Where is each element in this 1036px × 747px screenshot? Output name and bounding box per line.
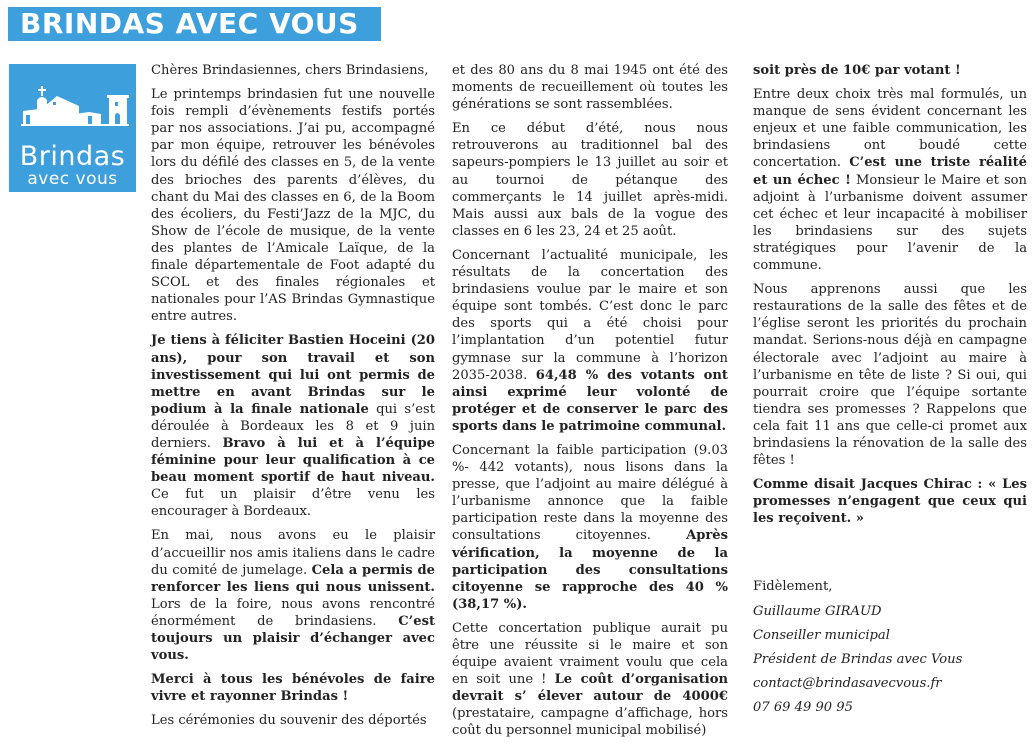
bold-text: Cela a permis de renforcer les liens qui nous unissent. (151, 562, 435, 595)
signature-phone[interactable]: 07 69 49 90 95 (753, 699, 853, 715)
text: Monsieur le Maire et son adjoint à l’urbanisme doivent assumer cet échec et leur incapacité à mobiliser les brindasiens sur des sujets stratégiques pour l’avenir de la commune. (753, 172, 1027, 274)
signature-email[interactable]: contact@brindasavecvous.fr (753, 675, 942, 691)
bold-text: soit près de 10€ par votant ! (753, 63, 961, 78)
bold-text: Le coût d’organisation devrait s’ élever autour de 4000€ (452, 672, 728, 705)
paragraph (151, 332, 435, 520)
greeting: Chères Brindasiennes, chers Brindasiens, (151, 63, 429, 78)
bold-text: Bravo à lui et à l’équipe féminine pour leur qualification à ce beau moment sportif de haut niveau. (151, 435, 435, 486)
signature-name: Guillaume GIRAUD (753, 603, 882, 619)
paragraph (753, 86, 1027, 274)
logo-wordmark-avec-vous: avec vous (27, 169, 118, 189)
paragraph (753, 62, 1027, 79)
bold-text: C’est une triste réalité et un échec ! (753, 155, 1027, 188)
text: qui s’est déroulée à Bordeaux les 8 et 9 juin derniers. (151, 401, 435, 451)
text: Concernant l’actualité municipale, les résultats de la concertation des brindasiens voulue par le maire et son équipe sont tombés. C’est donc le parc des sports qui a été choisi pour l’implantation d’un potentiel futur gymnase sur la commune à l’horizon 2035-2038. (452, 247, 728, 383)
signature-block (753, 603, 1027, 716)
bold-text: Merci à tous les bénévoles de faire vivre et rayonner Brindas ! (151, 672, 435, 705)
text: Lors de la foire, nous avons rencontré énormément de brindasiens. (151, 596, 435, 629)
article-column-3 (753, 62, 1027, 723)
signature-title: Président de Brindas avec Vous (753, 651, 963, 667)
paragraph (452, 442, 728, 613)
bold-text: C’est toujours un plaisir d’échanger avec vous. (151, 613, 435, 664)
text: Ce fut un plaisir d’être venu les encourager à Bordeaux. (151, 487, 435, 520)
bold-text: 64,48 % des votants ont ainsi exprimé leur volonté de protéger et de conserver le parc des sports dans le patrimoine communal. (452, 367, 728, 434)
section-title: BRINDAS AVEC VOUS (20, 7, 359, 40)
bold-text: Après vérification, la moyenne de la participation des consultations citoyenne se rapproche des 40 % (38,17 %). (452, 528, 728, 612)
logo-wordmark-brindas: Brindas (19, 141, 126, 172)
brindas-avec-vous-logo (9, 64, 136, 192)
paragraph (151, 527, 435, 664)
text: Entre deux choix très mal formulés, un manque de sens évident concernant les enjeux et une faible communication, les brindasiens ont boudé cette concertation. (753, 87, 1027, 171)
text: En mai, nous avons eu le plaisir d’accueillir nos amis italiens dans le cadre du comité de jumelage. (151, 528, 435, 578)
paragraph (151, 671, 435, 705)
paragraph: et des 80 ans du 8 mai 1945 ont été des moments de recueillement où toutes les générations se sont rassemblées. (452, 63, 728, 113)
text: Cette concertation publique aurait pu être une réussite si le maire et son équipe avaient vraiment voulu que cela en soit une ! (452, 620, 728, 688)
text: Concernant la faible participation (9.03 %- 442 votants), nous lisons dans la presse, que l’adjoint au maire délégué à l’urbanisme annonce que la faible participation reste dans la moyenne des consultations citoyennes. (452, 442, 728, 544)
village-church-tower-icon (9, 64, 136, 144)
closing: Fidèlement, (753, 579, 833, 595)
paragraph (753, 476, 1027, 527)
paragraph: Les cérémonies du souvenir des déportés (151, 713, 427, 729)
article-column-2 (452, 62, 728, 747)
bold-text: Je tiens à féliciter Bastien Hoceini (20 ans), pour son travail et son investissement qui lui ont permis de mettre en avant Brindas sur le podium à la finale nationale (151, 333, 435, 417)
section-banner (8, 7, 381, 41)
article-column-1 (151, 62, 435, 736)
text: (prestataire, campagne d’affichage, hors coût du personnel municipal mobilisé) (452, 706, 728, 739)
paragraph: Nous apprenons aussi que les restaurations de la salle des fêtes et de l’église seront les priorités du prochain mandat. Serions-nous déjà en campagne électorale avec l’adjoint au maire à l’urbanisme en tête de liste ? Si oui, qui pourrait croire que l’équipe sortante tiendra ses promesses ? Rappelons que cela fait 11 ans que celle-ci promet aux brindasiens la rénovation de la salle des fêtes ! (753, 282, 1027, 469)
spacer (753, 534, 1027, 578)
paragraph: En ce début d’été, nous nous retrouverons au traditionnel bal des sapeurs-pompiers le 13 juillet au soir et au tournoi de pétanque des commerçants le 14 juillet après-midi. Mais aussi aux bals de la vogue des classes en 6 les 23, 24 et 25 août. (452, 121, 728, 239)
paragraph (452, 247, 728, 435)
paragraph: Le printemps brindasien fut une nouvelle fois rempli d’évènements festifs portés par nos associations. J’ai pu, accompagné par mon équipe, retrouver les bénévoles lors du défilé des classes en 5, de la vente des brioches des parents d’élèves, du chant du Mai des classes en 6, de la Boom des écoliers, du Festi’Jazz de la MJC, du Show de l’école de musique, de la vente des plantes de l’Amicale Laïque, de la finale départementale de Foot adapté du SCOL et des finales régionales et nationales pour l’AS Brindas Gymnastique entre autres. (151, 87, 435, 325)
signature-role: Conseiller municipal (753, 627, 890, 643)
bold-text: Comme disait Jacques Chirac : « Les promesses n’engagent que ceux qui les reçoivent. » (753, 477, 1027, 527)
